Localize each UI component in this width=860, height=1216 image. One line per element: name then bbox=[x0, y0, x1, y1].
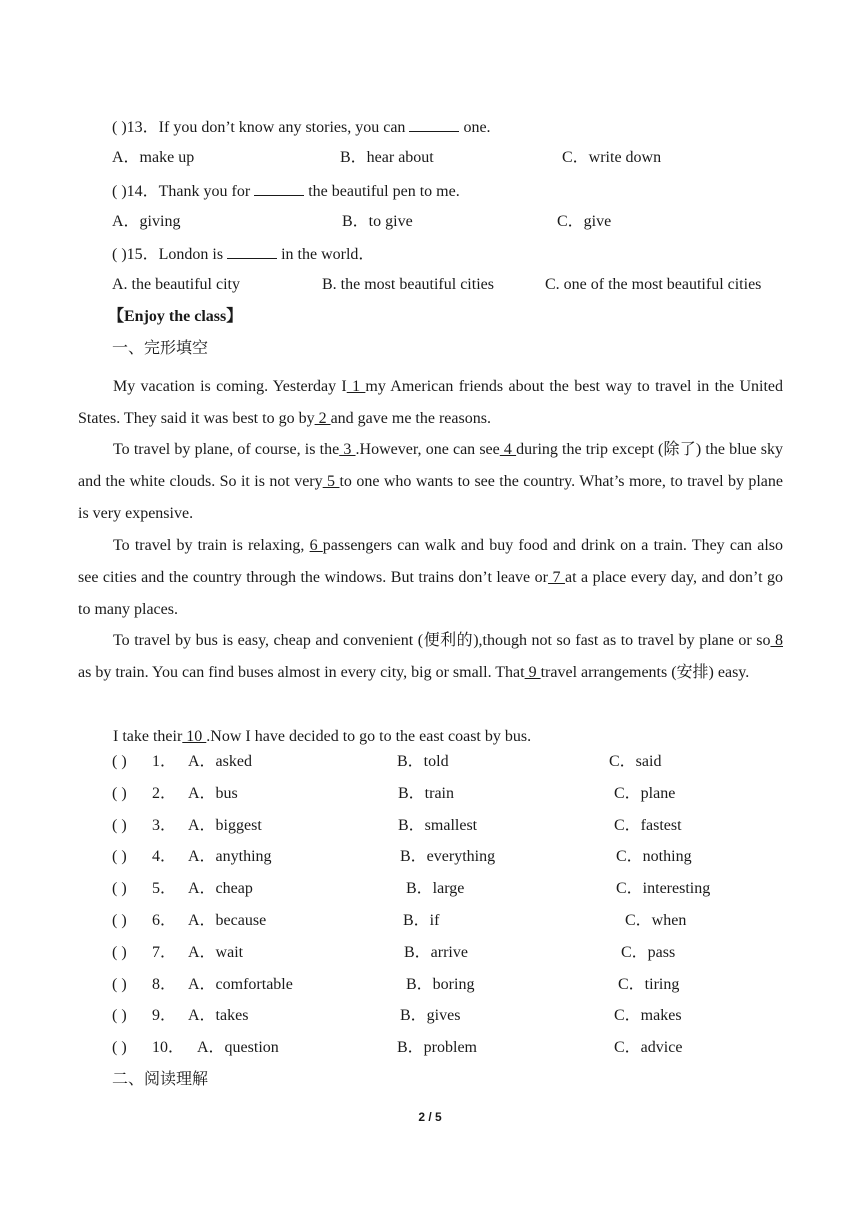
answer-paren: ( ) bbox=[112, 976, 127, 993]
page-number: 2 / 5 bbox=[418, 1110, 442, 1124]
answer-option-c: C．said bbox=[609, 753, 662, 770]
option-b: B．hear about bbox=[340, 149, 434, 166]
answer-option-a: A．anything bbox=[188, 848, 272, 865]
answer-paren: ( ) bbox=[112, 817, 127, 834]
paragraph-4: To travel by bus is easy, cheap and convenient (便利的),though not so fast as to travel by plane or so 8 as by train. You can find buses almost in every city, big or small. That 9 travel arrangements (安排) easy. bbox=[78, 632, 783, 681]
answer-option-c: C．plane bbox=[614, 785, 676, 802]
answer-option-b: B．train bbox=[398, 785, 454, 802]
question-13-stem: ( )13．If you don’t know any stories, you can one. bbox=[112, 116, 491, 138]
paragraph-1: My vacation is coming. Yesterday I 1 my American friends about the best way to travel in the United States. They said it was best to go by 2 and gave me the reasons. bbox=[78, 378, 784, 427]
answer-option-b: B．smallest bbox=[398, 817, 478, 834]
question-15-stem: ( )15．London is in the world． bbox=[112, 243, 374, 265]
answer-option-a: A．question bbox=[197, 1039, 279, 1056]
cloze-blank-5: 5 bbox=[322, 473, 340, 490]
answer-number: 2． bbox=[152, 785, 177, 802]
answer-option-c: C．tiring bbox=[618, 976, 680, 993]
answer-option-c: C．nothing bbox=[616, 848, 692, 865]
answer-option-b: B．if bbox=[403, 912, 440, 929]
cloze-title: 一、完形填空 bbox=[112, 340, 209, 357]
option-a: A. the beautiful city bbox=[112, 276, 240, 293]
answer-blank bbox=[227, 243, 277, 259]
answer-blank bbox=[409, 116, 459, 132]
answer-number: 4． bbox=[152, 848, 177, 865]
answer-option-c: C．pass bbox=[621, 944, 676, 961]
answer-option-a: A．biggest bbox=[188, 817, 262, 834]
answer-option-b: B．gives bbox=[400, 1007, 461, 1024]
answer-option-c: C．makes bbox=[614, 1007, 682, 1024]
section-heading: 【Enjoy the class】 bbox=[108, 308, 243, 325]
cloze-blank-3: 3 bbox=[339, 441, 356, 458]
answer-paren: ( ) bbox=[112, 785, 127, 802]
answer-paren: ( ) bbox=[112, 1039, 127, 1056]
answer-number: 3． bbox=[152, 817, 177, 834]
cloze-blank-10: 10 bbox=[182, 728, 207, 745]
answer-number: 7． bbox=[152, 944, 177, 961]
answer-option-a: A．comfortable bbox=[188, 976, 293, 993]
answer-option-a: A．because bbox=[188, 912, 267, 929]
answer-option-c: C．when bbox=[625, 912, 687, 929]
answer-option-a: A．takes bbox=[188, 1007, 249, 1024]
option-b: B. the most beautiful cities bbox=[322, 276, 494, 293]
answer-number: 6． bbox=[152, 912, 177, 929]
question-14-stem: ( )14．Thank you for the beautiful pen to me. bbox=[112, 180, 460, 202]
answer-option-a: A．asked bbox=[188, 753, 252, 770]
answer-option-c: C．advice bbox=[614, 1039, 683, 1056]
option-c: C．write down bbox=[562, 149, 662, 166]
answer-option-b: B．everything bbox=[400, 848, 496, 865]
option-c: C. one of the most beautiful cities bbox=[545, 276, 762, 293]
answer-option-c: C．interesting bbox=[616, 880, 711, 897]
answer-option-a: A．cheap bbox=[188, 880, 253, 897]
option-b: B．to give bbox=[342, 213, 413, 230]
answer-paren: ( ) bbox=[112, 848, 127, 865]
answer-number: 1． bbox=[152, 753, 177, 770]
answer-blank bbox=[254, 180, 304, 196]
option-c: C．give bbox=[557, 213, 612, 230]
answer-option-c: C．fastest bbox=[614, 817, 682, 834]
answer-paren: ( ) bbox=[112, 912, 127, 929]
answer-number: 8． bbox=[152, 976, 177, 993]
answer-option-b: B．arrive bbox=[404, 944, 468, 961]
answer-option-b: B．told bbox=[397, 753, 449, 770]
answer-option-a: A．wait bbox=[188, 944, 244, 961]
cloze-blank-7: 7 bbox=[547, 569, 565, 586]
option-a: A．giving bbox=[112, 213, 181, 230]
reading-title: 二、阅读理解 bbox=[112, 1071, 209, 1088]
answer-number: 5． bbox=[152, 880, 177, 897]
paragraph-5: I take their 10 .Now I have decided to go to the east coast by bus. bbox=[113, 728, 532, 745]
answer-number: 10． bbox=[152, 1039, 185, 1056]
cloze-blank-9: 9 bbox=[524, 664, 541, 681]
answer-option-b: B．problem bbox=[397, 1039, 477, 1056]
answer-paren: ( ) bbox=[112, 880, 127, 897]
answer-paren: ( ) bbox=[112, 1007, 127, 1024]
cloze-blank-8: 8 bbox=[770, 632, 783, 649]
answer-option-b: B．boring bbox=[406, 976, 475, 993]
paragraph-3: To travel by train is relaxing, 6 passengers can walk and buy food and drink on a train. They can also see cities and the country through the windows. But trains don’t leave or 7 at a place every day, and don’t go to many places. bbox=[78, 537, 784, 618]
cloze-blank-6: 6 bbox=[309, 537, 323, 554]
option-a: A．make up bbox=[112, 149, 195, 166]
answer-option-a: A．bus bbox=[188, 785, 238, 802]
answer-paren: ( ) bbox=[112, 753, 127, 770]
answer-option-b: B．large bbox=[406, 880, 465, 897]
paragraph-2: To travel by plane, of course, is the 3 .However, one can see 4 during the trip except (除了) the blue sky and the white clouds. So it is not very 5 to one who wants to see the country. What’s more, to travel by plane is very expensive. bbox=[78, 441, 784, 522]
answer-number: 9． bbox=[152, 1007, 177, 1024]
answer-paren: ( ) bbox=[112, 944, 127, 961]
cloze-blank-2: 2 bbox=[314, 410, 331, 427]
cloze-blank-4: 4 bbox=[499, 441, 517, 458]
cloze-blank-1: 1 bbox=[346, 378, 366, 395]
